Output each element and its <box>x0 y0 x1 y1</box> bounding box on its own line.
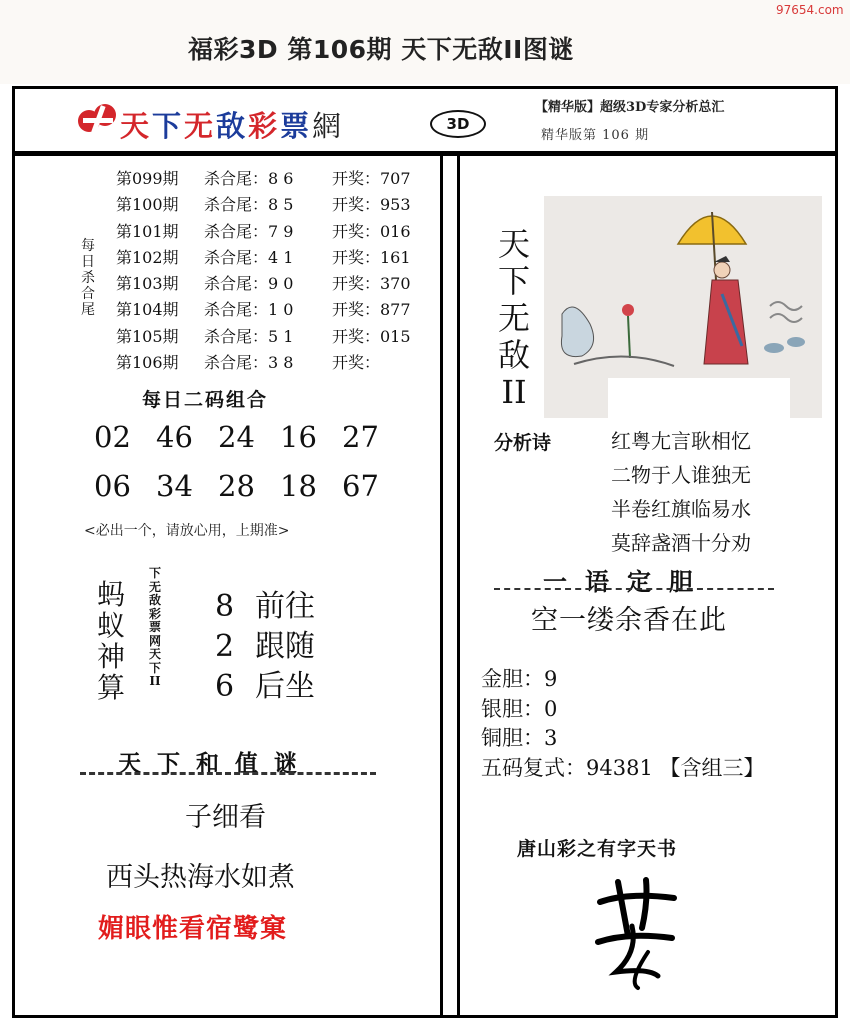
brand-char: 无 <box>184 109 217 143</box>
two-code-note: <必出一个，请放心用，上期准> <box>84 523 290 539</box>
kill-row <box>116 271 411 297</box>
one-word-text: 空一缕余香在此 <box>531 605 727 636</box>
brand-logo-icon <box>76 101 122 137</box>
page-title: 福彩3D 第106期 天下无敌II图谜 <box>188 35 574 64</box>
code-pair: 28 <box>218 469 255 503</box>
kill-table <box>116 166 411 376</box>
big-title: 天下无敌II <box>497 225 530 411</box>
ant-word: 后坐 <box>255 669 315 704</box>
kill-row <box>116 350 411 376</box>
code-pair: 46 <box>156 420 193 454</box>
tianshu-title: 唐山彩之有字天书 <box>517 838 678 860</box>
draw-result: 开奖：877 <box>332 300 411 320</box>
code-pair: 18 <box>280 469 317 503</box>
period: 第105期 <box>116 326 179 346</box>
kill-row <box>116 219 411 245</box>
ant-word: 跟随 <box>255 629 315 664</box>
kill-tails: 杀合尾：8 5 <box>204 195 294 215</box>
kill-row <box>116 324 411 350</box>
poem-line: 二物于人谁独无 <box>611 463 751 487</box>
kill-row <box>116 245 411 271</box>
two-code-row-2 <box>94 469 404 503</box>
brand-char: 票 <box>280 109 313 143</box>
ant-word: 前往 <box>255 589 315 624</box>
watermark[interactable]: 97654.com <box>776 3 844 17</box>
kill-tails: 杀合尾：5 1 <box>204 326 294 346</box>
two-code-title: 每日二码组合 <box>142 389 269 411</box>
kill-tails: 杀合尾：3 8 <box>204 353 294 373</box>
code-pair: 67 <box>342 469 379 503</box>
ant-number: 6 <box>215 669 235 704</box>
kill-side-label: 每日杀合尾 <box>81 238 95 318</box>
draw-result: 开奖：370 <box>332 274 411 294</box>
period: 第099期 <box>116 169 179 188</box>
kill-tails: 杀合尾：4 1 <box>204 247 294 267</box>
one-word-title: 一语定胆 <box>543 567 711 596</box>
poem-line: 半卷红旗临易水 <box>611 497 751 521</box>
one-word-dash <box>494 588 774 590</box>
illustration-image <box>544 196 822 418</box>
code-pair: 34 <box>156 469 193 503</box>
analysis-poem <box>611 424 751 560</box>
poem-line: 莫辞盏酒十分劝 <box>611 531 751 555</box>
brand-char: 彩 <box>248 109 281 143</box>
draw-result: 开奖：161 <box>332 247 411 267</box>
ant-pick <box>215 587 315 627</box>
riddle-title: 天下和值谜 <box>118 750 313 777</box>
riddle-line-1: 子细看 <box>185 802 266 833</box>
silver-dan: 银胆：0 <box>481 696 558 721</box>
ant-picks <box>215 587 315 707</box>
handwritten-glyph-image <box>588 872 678 992</box>
draw-result: 开奖：015 <box>332 326 411 346</box>
riddle-dash <box>80 772 376 775</box>
code-pair: 02 <box>94 420 131 454</box>
kill-tails: 杀合尾：9 0 <box>204 274 294 294</box>
copper-dan: 铜胆：3 <box>481 726 558 750</box>
riddle-red-line: 媚眼惟看宿鹭窠 <box>98 914 288 944</box>
ant-pick <box>215 667 315 707</box>
brand-char: 敌 <box>216 109 249 143</box>
code-pair: 16 <box>280 420 317 454</box>
kill-row <box>116 166 411 192</box>
brand-char: 下 <box>152 109 185 143</box>
brand-char: 天 <box>120 109 153 143</box>
kill-tails: 杀合尾：8 6 <box>204 169 294 188</box>
kill-tails: 杀合尾：1 0 <box>204 300 294 320</box>
edition-issue: 精华版第 106 期 <box>541 128 650 143</box>
ant-number: 2 <box>215 629 235 664</box>
kill-row <box>116 192 411 218</box>
code-pair: 27 <box>342 420 379 454</box>
code-pair: 06 <box>94 469 131 503</box>
two-code-row-1 <box>94 420 404 454</box>
period: 第101期 <box>116 221 179 241</box>
draw-result: 开奖：016 <box>332 221 411 241</box>
draw-result: 开奖： <box>332 353 381 373</box>
ant-pick <box>215 627 315 667</box>
brand-char: 網 <box>312 109 345 143</box>
ant-number: 8 <box>215 589 235 624</box>
badge-3d: 3D <box>430 110 486 138</box>
period: 第103期 <box>116 274 179 294</box>
ant-mini-label: 下无敌彩票网天下II <box>148 566 161 688</box>
draw-result: 开奖：953 <box>332 195 411 215</box>
brand-name <box>120 104 344 145</box>
riddle-line-2: 西头热海水如煮 <box>106 862 295 893</box>
period: 第102期 <box>116 247 179 267</box>
poem-label: 分析诗 <box>494 432 552 454</box>
kill-tails: 杀合尾：7 9 <box>204 221 294 241</box>
kill-row <box>116 297 411 323</box>
code-pair: 24 <box>218 420 255 454</box>
five-code: 五码复式：94381 【含组三】 <box>481 755 765 780</box>
period: 第106期 <box>116 353 179 373</box>
gold-dan: 金胆：9 <box>481 667 558 691</box>
period: 第100期 <box>116 195 179 215</box>
ant-title: 蚂蚁神算 <box>96 578 125 704</box>
draw-result: 开奖：707 <box>332 169 411 188</box>
poem-line: 红粤尢言耿相忆 <box>611 429 751 453</box>
dan-list <box>481 665 764 783</box>
edition-title: 【精华版】超级3D专家分析总汇 <box>535 100 725 115</box>
period: 第104期 <box>116 300 179 320</box>
